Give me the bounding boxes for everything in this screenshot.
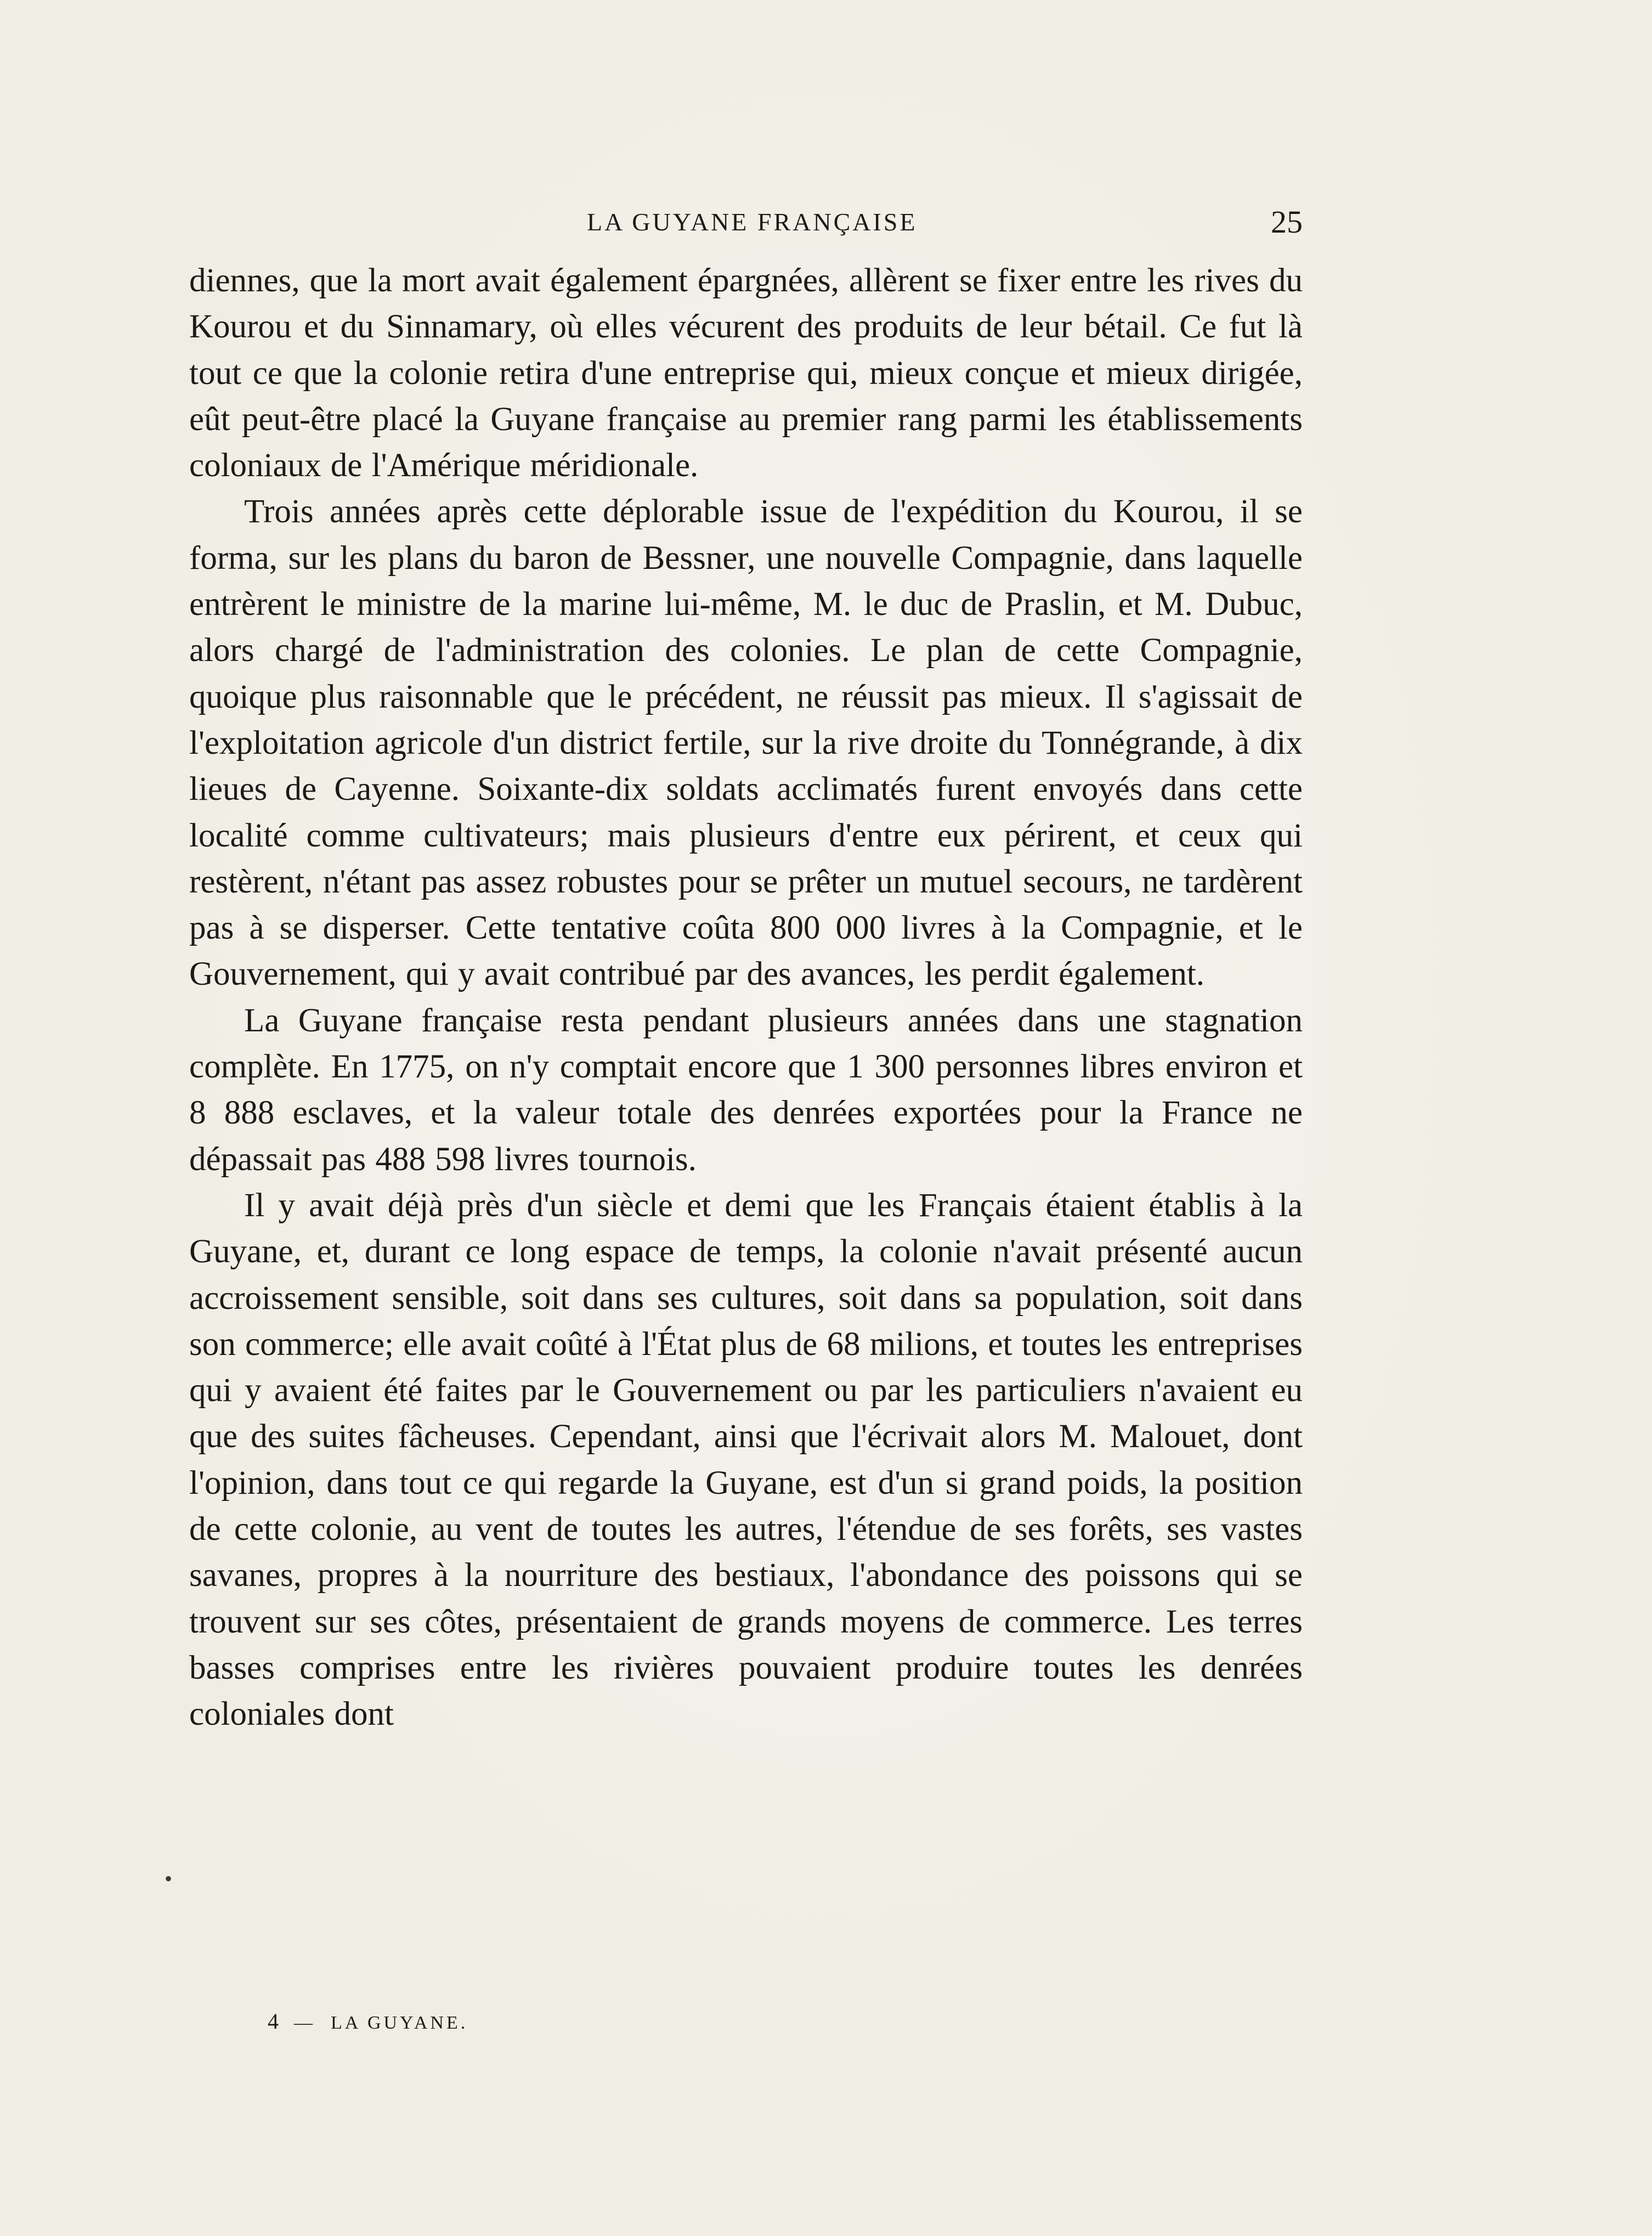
printer-signature	[268, 2008, 468, 2037]
page-header	[189, 203, 1303, 241]
paragraph-continued: diennes, que la mort avait également épargnées, allèrent se fixer entre les rives du Kourou et du Sinnamary, où elles vécurent des produits de leur bétail. Ce fut là tout ce que la colonie retira d'une entreprise qui, mieux conçue et mieux dirigée, eût peut-être placé la Guyane française au premier rang parmi les établissements coloniaux de l'Amérique méridionale.	[189, 262, 1303, 484]
running-title: LA GUYANE FRANÇAISE	[587, 208, 918, 236]
paragraph: La Guyane française resta pendant plusieurs années dans une stagnation complète. En 1775, on n'y comptait encore que 1 300 personnes libres environ et 8 888 esclaves, et la valeur totale des denrées exportées pour la France ne dépassait pas 488 598 livres tournois.	[189, 1002, 1303, 1178]
page-number: 25	[1271, 204, 1303, 240]
signature-number: 4	[268, 2009, 279, 2034]
margin-mark: •	[165, 1866, 173, 1891]
signature-title: LA GUYANE.	[331, 2013, 468, 2033]
body-text	[189, 258, 1303, 1738]
paragraph: Il y avait déjà près d'un siècle et demi que les Français étaient établis à la Guyane, et, durant ce long espace de temps, la colonie n'avait présenté aucun accroissement sensible, soit dans ses cultures, soit dans sa population, soit dans son commerce; elle avait coûté à l'État plus de 68 milions, et toutes les entreprises qui y avaient été faites par le Gouvernement ou par les particuliers n'avaient eu que des suites fâcheuses. Cependant, ainsi que l'écrivait alors M. Malouet, dont l'opinion, dans tout ce qui regarde la Guyane, est d'un si grand poids, la position de cette colonie, au vent de toutes les autres, l'étendue de ses forêts, ses vastes savanes, propres à la nourriture des bestiaux, l'abondance des poissons qui se trouvent sur ses côtes, présentaient de grands moyens de commerce. Les terres basses comprises entre les rivières pouvaient produire toutes les denrées coloniales dont	[189, 1187, 1303, 1733]
paragraph: Trois années après cette déplorable issue de l'expédition du Kourou, il se forma, sur les plans du baron de Bessner, une nouvelle Compagnie, dans laquelle entrèrent le ministre de la marine lui-même, M. le duc de Praslin, et M. Dubuc, alors chargé de l'administration des colonies. Le plan de cette Compagnie, quoique plus raisonnable que le précédent, ne réussit pas mieux. Il s'agissait de l'exploitation agricole d'un district fertile, sur la rive droite du Tonnégrande, à dix lieues de Cayenne. Soixante-dix soldats acclimatés furent envoyés dans cette localité comme cultivateurs; mais plusieurs d'entre eux périrent, et ceux qui restèrent, n'étant pas assez robustes pour se prêter un mutuel secours, ne tardèrent pas à se disperser. Cette tentative coûta 800 000 livres à la Compagnie, et le Gouvernement, qui y avait contribué par des avances, les perdit également.	[189, 493, 1303, 993]
signature-dash: —	[294, 2013, 315, 2033]
